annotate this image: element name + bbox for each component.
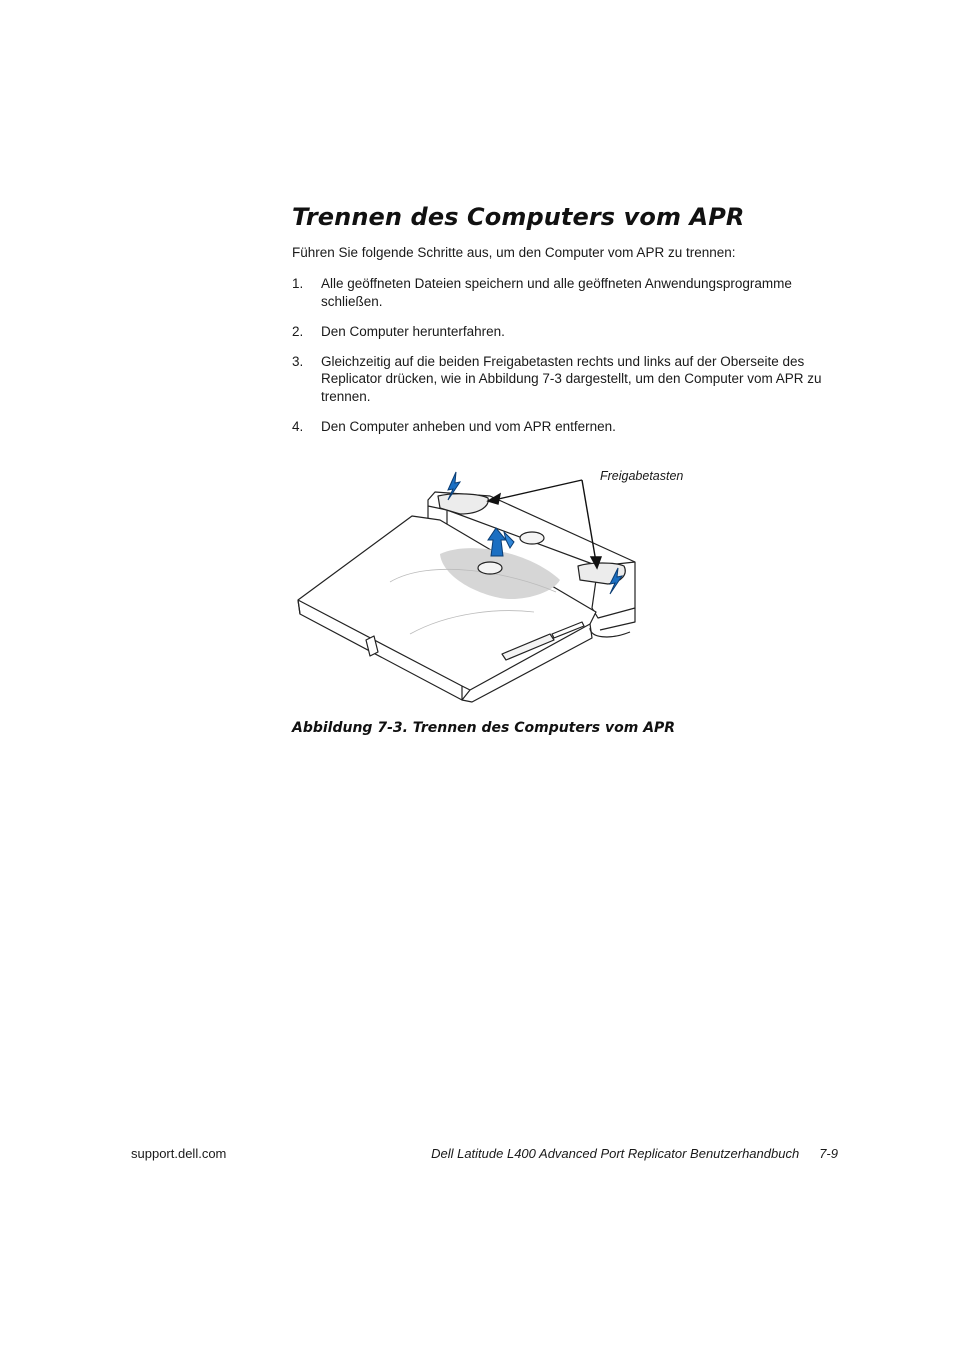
port-replicator-drawing [290, 462, 710, 712]
step-number: 3. [292, 353, 304, 369]
step-number: 1. [292, 276, 304, 291]
step-text: Den Computer anheben und vom APR entfernen. [321, 418, 616, 434]
step-item [292, 275, 842, 310]
figure-caption: Abbildung 7-3. Trennen des Computers vom APR [292, 720, 676, 736]
footer-book-title: Dell Latitude L400 Advanced Port Replicator Benutzerhandbuch [431, 1146, 800, 1161]
step-text: Alle geöffneten Dateien speichern und alle geöffneten Anwendungsprogramme schließen. [321, 276, 792, 309]
device-outline [298, 492, 635, 702]
step-item [292, 353, 842, 406]
figure-illustration [290, 462, 710, 712]
step-item [292, 418, 842, 436]
page-heading: Trennen des Computers vom APR [292, 203, 745, 231]
step-text: Gleichzeitig auf die beiden Freigabetasten rechts und links auf der Oberseite des Replicator drücken, wie in Abbildung 7-3 dargestellt, um den Computer vom APR zu trennen. [321, 353, 822, 404]
footer-page-number: 7-9 [819, 1146, 838, 1161]
step-item [292, 323, 842, 341]
step-text: Den Computer herunterfahren. [321, 323, 505, 339]
logo-badge-center [478, 562, 502, 574]
step-number: 2. [292, 323, 304, 339]
step-number: 4. [292, 418, 304, 434]
intro-paragraph: Führen Sie folgende Schritte aus, um den Computer vom APR zu trennen: [292, 245, 736, 260]
footer-site: support.dell.com [131, 1146, 227, 1161]
footer-title [431, 1146, 838, 1161]
steps-list [292, 275, 842, 448]
logo-badge-top [520, 532, 544, 544]
release-buttons-callout: Freigabetasten [600, 469, 684, 483]
